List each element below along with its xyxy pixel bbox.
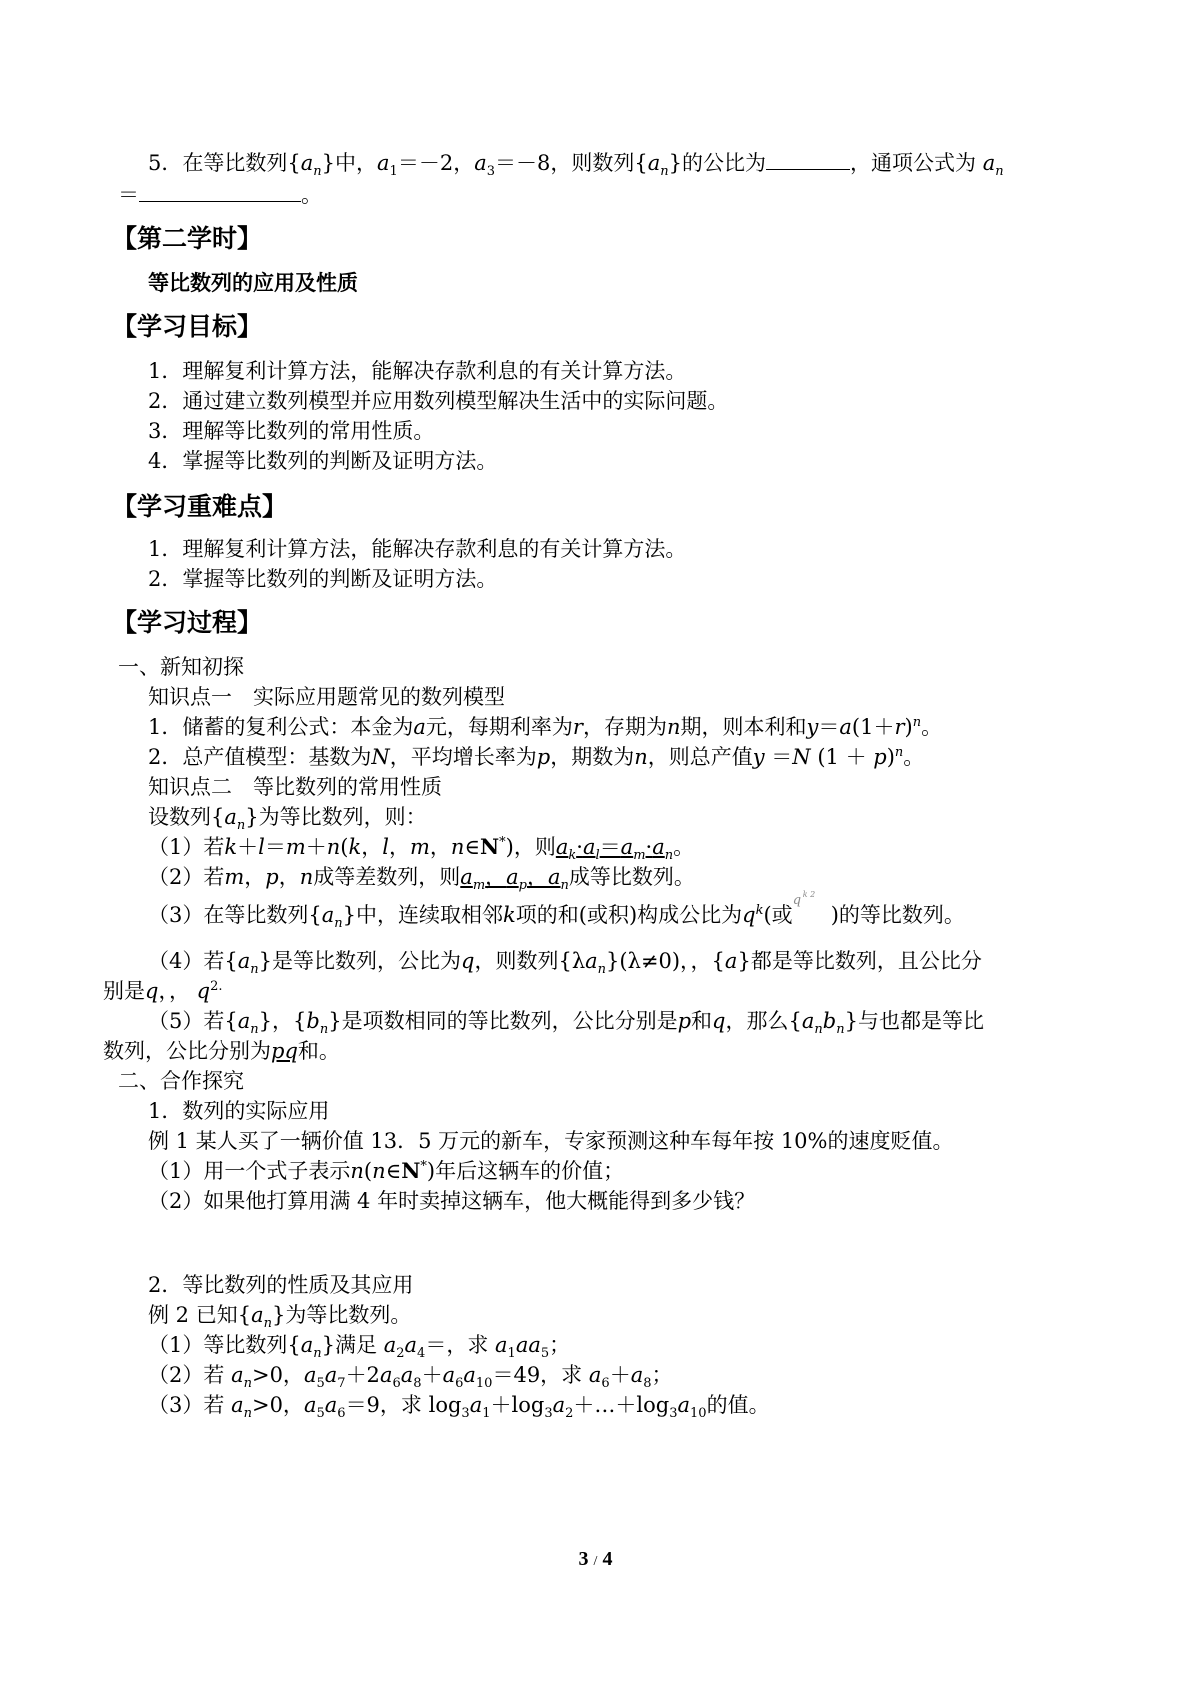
q-k-squared-formula: q k 2 xyxy=(792,890,816,908)
kp2-intro: 设数列$\{a_n\}$为等比数列，则： xyxy=(148,805,427,834)
goal-item: 3．理解等比数列的常用性质。 xyxy=(148,419,435,443)
example-2-question-3: （3）若 $a_n>0$，$a_5a_6=9$，求 $\log_3a_1+\log_3a_2+\dots+\log_3a_{10}$的值。 xyxy=(148,1393,770,1422)
kp1-item2: 2．总产值模型：基数为N，平均增长率为p，期数为n，则总产值y ＝N $(1 + p)^n$。 xyxy=(148,745,925,769)
section-heading-lesson2: 【第二学时】 xyxy=(112,224,263,253)
section-heading-process: 【学习过程】 xyxy=(112,608,263,637)
difficulty-item: 2．掌握等比数列的判断及证明方法。 xyxy=(148,567,498,591)
question-5-line2: ＝ 。 xyxy=(118,183,322,207)
lesson-subtitle: 等比数列的应用及性质 xyxy=(148,271,358,295)
example-1-question-1: （1）用一个式子表示n(n∈N*)年后这辆车的价值； xyxy=(148,1158,625,1183)
kp1-item1: 1．储蓄的复利公式：本金为a元，每期利率为r，存期为n期，则本利和$y=a(1+r)^n$。 xyxy=(148,715,943,739)
answer-blank xyxy=(139,183,301,202)
part-heading: 二、合作探究 xyxy=(118,1069,244,1093)
goal-item: 1．理解复利计算方法，能解决存款利息的有关计算方法。 xyxy=(148,359,687,383)
goal-item: 4．掌握等比数列的判断及证明方法。 xyxy=(148,449,498,473)
section-heading-goals: 【学习目标】 xyxy=(112,312,263,341)
example-1: 例 1 某人买了一辆价值 13．5 万元的新车，专家预测这种车每年按 10%的速度贬值。 xyxy=(148,1129,954,1153)
knowledge-point-title: 知识点二 等比数列的常用性质 xyxy=(148,775,442,799)
property-5-line2: 数列，公比分别为pq和。 xyxy=(103,1039,340,1063)
property-1: （1）若k＋l＝m＋n(k，l，m，n∈N*)，则$a_k\cdot a_l=a_m\cdot a_n$。 xyxy=(148,834,695,864)
example-1-question-2: （2）如果他打算用满 4 年时卖掉这辆车，他大概能得到多少钱？ xyxy=(148,1189,756,1213)
part-heading: 一、新知初探 xyxy=(118,655,244,679)
page-number: 3 / 4 xyxy=(578,1548,613,1570)
property-2: （2）若m，p，n成等差数列，则$a_m$，$a_p$，$a_n$成等比数列。 xyxy=(148,865,695,894)
subsection-title: 1．数列的实际应用 xyxy=(148,1099,330,1123)
answer-blank xyxy=(766,151,850,170)
example-2-question-2: （2）若 $a_n>0$，$a_5a_7+2a_6a_8+a_6a_{10}=49$，求 $a_6+a_8$； xyxy=(148,1363,673,1392)
property-3: （3）在等比数列$\{a_n\}$中，连续取相邻k项的和(或积)构成公比为$q^k$(或 q k 2 )的等比数列。 xyxy=(148,890,965,932)
question-5-line1: 5．在等比数列$\{a_n\}$中，$a_1=-2$，$a_3=-8$，则数列$\{a_n\}$的公比为 ，通项公式为 $a_n$ xyxy=(148,151,1004,180)
example-2: 例 2 已知$\{a_n\}$为等比数列。 xyxy=(148,1303,412,1332)
property-4-line2: 别是q，， $q^{2.}$ xyxy=(103,979,223,1003)
property-4-line1: （4）若$\{a_n\}$是等比数列，公比为q，则数列$\{\lambda a_n\}(\lambda\ne 0)$，，{a}都是等比数列，且公比分 xyxy=(148,949,982,978)
goal-item: 2．通过建立数列模型并应用数列模型解决生活中的实际问题。 xyxy=(148,389,729,413)
example-2-question-1: （1）等比数列$\{a_n\}$满足 $a_2a_4=$，求 $a_1aa_5$； xyxy=(148,1333,571,1362)
property-5-line1: （5）若$\{a_n\}$，$\{b_n\}$是项数相同的等比数列，公比分别是p和q，那么$\{a_nb_n\}$与也都是等比 xyxy=(148,1009,984,1038)
difficulty-item: 1．理解复利计算方法，能解决存款利息的有关计算方法。 xyxy=(148,537,687,561)
section-heading-difficulties: 【学习重难点】 xyxy=(112,492,288,521)
knowledge-point-title: 知识点一 实际应用题常见的数列模型 xyxy=(148,685,505,709)
subsection-title: 2．等比数列的性质及其应用 xyxy=(148,1273,414,1297)
